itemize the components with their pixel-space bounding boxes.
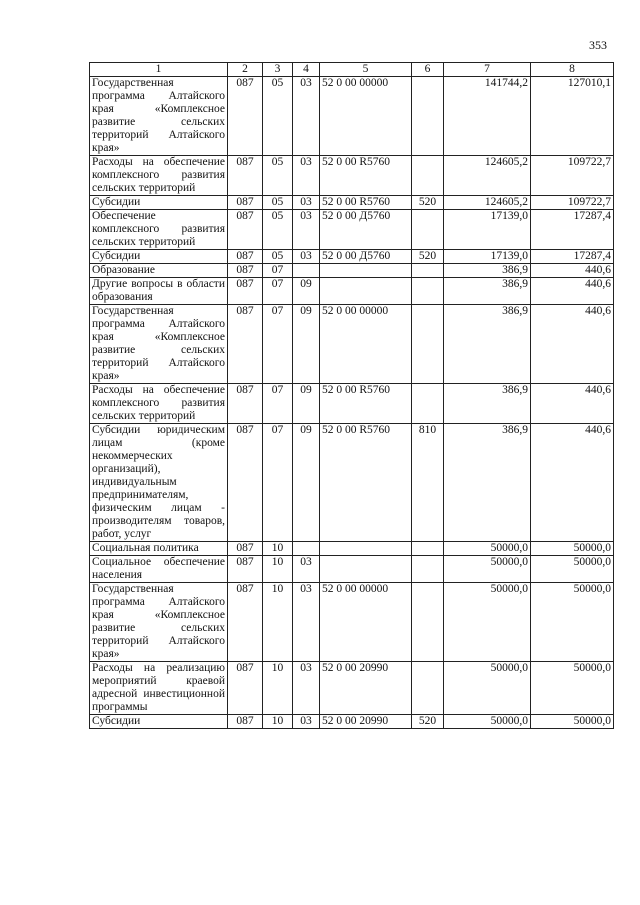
header-cell: 8 bbox=[531, 63, 614, 77]
cell-section: 07 bbox=[263, 384, 293, 424]
cell-expense-type bbox=[412, 384, 444, 424]
cell-target-article: 52 0 00 00000 bbox=[320, 77, 412, 156]
header-cell: 6 bbox=[412, 63, 444, 77]
table-row bbox=[90, 77, 614, 156]
cell-target-article: 52 0 00 Д5760 bbox=[320, 210, 412, 250]
header-row bbox=[90, 63, 614, 77]
row-name: Расходы на реализацию мероприятий краевой адресной инвестиционной программы bbox=[90, 662, 228, 715]
cell-target-article: 52 0 00 R5760 bbox=[320, 384, 412, 424]
cell-amount-year2: 50000,0 bbox=[531, 583, 614, 662]
table-row bbox=[90, 210, 614, 250]
cell-amount-year1: 386,9 bbox=[444, 384, 531, 424]
cell-ministry: 087 bbox=[228, 542, 263, 556]
table-row bbox=[90, 583, 614, 662]
cell-amount-year1: 386,9 bbox=[444, 278, 531, 305]
budget-table bbox=[89, 62, 614, 729]
cell-ministry: 087 bbox=[228, 250, 263, 264]
cell-ministry: 087 bbox=[228, 77, 263, 156]
cell-amount-year1: 124605,2 bbox=[444, 196, 531, 210]
cell-target-article: 52 0 00 R5760 bbox=[320, 156, 412, 196]
row-name: Расходы на обеспечение комплексного развития сельских территорий bbox=[90, 156, 228, 196]
cell-target-article: 52 0 00 20990 bbox=[320, 662, 412, 715]
cell-amount-year2: 127010,1 bbox=[531, 77, 614, 156]
cell-subsection bbox=[293, 542, 320, 556]
cell-target-article: 52 0 00 Д5760 bbox=[320, 250, 412, 264]
cell-amount-year2: 50000,0 bbox=[531, 556, 614, 583]
cell-subsection bbox=[293, 264, 320, 278]
cell-ministry: 087 bbox=[228, 264, 263, 278]
cell-expense-type bbox=[412, 556, 444, 583]
cell-subsection: 03 bbox=[293, 556, 320, 583]
cell-target-article: 52 0 00 00000 bbox=[320, 583, 412, 662]
cell-amount-year2: 440,6 bbox=[531, 264, 614, 278]
cell-amount-year1: 50000,0 bbox=[444, 715, 531, 729]
header-cell: 1 bbox=[90, 63, 228, 77]
cell-section: 05 bbox=[263, 210, 293, 250]
cell-amount-year1: 50000,0 bbox=[444, 542, 531, 556]
cell-expense-type: 810 bbox=[412, 424, 444, 542]
cell-ministry: 087 bbox=[228, 384, 263, 424]
cell-expense-type bbox=[412, 264, 444, 278]
cell-expense-type bbox=[412, 156, 444, 196]
cell-amount-year2: 17287,4 bbox=[531, 250, 614, 264]
cell-amount-year2: 50000,0 bbox=[531, 662, 614, 715]
cell-amount-year2: 109722,7 bbox=[531, 196, 614, 210]
cell-section: 05 bbox=[263, 77, 293, 156]
page-number: 353 bbox=[589, 38, 607, 52]
cell-ministry: 087 bbox=[228, 196, 263, 210]
cell-expense-type bbox=[412, 305, 444, 384]
cell-section: 10 bbox=[263, 715, 293, 729]
cell-subsection: 09 bbox=[293, 424, 320, 542]
row-name: Субсидии bbox=[90, 250, 228, 264]
cell-expense-type bbox=[412, 662, 444, 715]
cell-amount-year2: 440,6 bbox=[531, 278, 614, 305]
row-name: Субсидии bbox=[90, 196, 228, 210]
cell-amount-year1: 141744,2 bbox=[444, 77, 531, 156]
row-name: Образование bbox=[90, 264, 228, 278]
table-row bbox=[90, 264, 614, 278]
cell-target-article bbox=[320, 278, 412, 305]
cell-amount-year2: 440,6 bbox=[531, 384, 614, 424]
cell-section: 05 bbox=[263, 196, 293, 210]
cell-amount-year1: 50000,0 bbox=[444, 662, 531, 715]
cell-ministry: 087 bbox=[228, 210, 263, 250]
table-row bbox=[90, 556, 614, 583]
cell-expense-type bbox=[412, 542, 444, 556]
cell-ministry: 087 bbox=[228, 278, 263, 305]
cell-section: 10 bbox=[263, 556, 293, 583]
cell-section: 10 bbox=[263, 583, 293, 662]
cell-amount-year2: 17287,4 bbox=[531, 210, 614, 250]
cell-subsection: 03 bbox=[293, 250, 320, 264]
cell-subsection: 03 bbox=[293, 77, 320, 156]
cell-amount-year1: 386,9 bbox=[444, 424, 531, 542]
cell-target-article bbox=[320, 542, 412, 556]
cell-subsection: 03 bbox=[293, 583, 320, 662]
cell-expense-type: 520 bbox=[412, 715, 444, 729]
cell-amount-year2: 440,6 bbox=[531, 305, 614, 384]
cell-target-article bbox=[320, 556, 412, 583]
cell-ministry: 087 bbox=[228, 715, 263, 729]
cell-target-article: 52 0 00 20990 bbox=[320, 715, 412, 729]
cell-subsection: 09 bbox=[293, 384, 320, 424]
table-row bbox=[90, 305, 614, 384]
cell-section: 10 bbox=[263, 662, 293, 715]
cell-ministry: 087 bbox=[228, 156, 263, 196]
table-row bbox=[90, 384, 614, 424]
cell-amount-year1: 386,9 bbox=[444, 305, 531, 384]
cell-amount-year1: 50000,0 bbox=[444, 556, 531, 583]
table-row bbox=[90, 156, 614, 196]
table-row bbox=[90, 542, 614, 556]
cell-ministry: 087 bbox=[228, 583, 263, 662]
row-name: Обеспечение комплексного развития сельских территорий bbox=[90, 210, 228, 250]
row-name: Другие вопросы в области образования bbox=[90, 278, 228, 305]
cell-target-article bbox=[320, 264, 412, 278]
cell-section: 05 bbox=[263, 156, 293, 196]
row-name: Государственная программа Алтайского края «Комплексное развитие сельских территорий Алтайского края» bbox=[90, 305, 228, 384]
table-row bbox=[90, 278, 614, 305]
cell-subsection: 09 bbox=[293, 305, 320, 384]
cell-section: 05 bbox=[263, 250, 293, 264]
cell-target-article: 52 0 00 R5760 bbox=[320, 196, 412, 210]
cell-section: 07 bbox=[263, 424, 293, 542]
cell-subsection: 03 bbox=[293, 210, 320, 250]
cell-amount-year1: 17139,0 bbox=[444, 210, 531, 250]
table-row bbox=[90, 196, 614, 210]
cell-amount-year1: 17139,0 bbox=[444, 250, 531, 264]
cell-expense-type bbox=[412, 278, 444, 305]
row-name: Государственная программа Алтайского края «Комплексное развитие сельских территорий Алтайского края» bbox=[90, 583, 228, 662]
cell-amount-year2: 50000,0 bbox=[531, 542, 614, 556]
cell-amount-year1: 50000,0 bbox=[444, 583, 531, 662]
cell-subsection: 03 bbox=[293, 715, 320, 729]
table-row bbox=[90, 715, 614, 729]
cell-subsection: 03 bbox=[293, 662, 320, 715]
cell-section: 07 bbox=[263, 278, 293, 305]
row-name: Социальная политика bbox=[90, 542, 228, 556]
cell-amount-year1: 124605,2 bbox=[444, 156, 531, 196]
cell-amount-year2: 109722,7 bbox=[531, 156, 614, 196]
cell-ministry: 087 bbox=[228, 305, 263, 384]
cell-subsection: 09 bbox=[293, 278, 320, 305]
cell-expense-type: 520 bbox=[412, 250, 444, 264]
cell-expense-type: 520 bbox=[412, 196, 444, 210]
cell-ministry: 087 bbox=[228, 556, 263, 583]
cell-subsection: 03 bbox=[293, 196, 320, 210]
header-cell: 5 bbox=[320, 63, 412, 77]
cell-subsection: 03 bbox=[293, 156, 320, 196]
table-row bbox=[90, 250, 614, 264]
header-cell: 2 bbox=[228, 63, 263, 77]
header-cell: 7 bbox=[444, 63, 531, 77]
cell-expense-type bbox=[412, 77, 444, 156]
cell-expense-type bbox=[412, 583, 444, 662]
cell-amount-year2: 50000,0 bbox=[531, 715, 614, 729]
header-cell: 3 bbox=[263, 63, 293, 77]
table-row bbox=[90, 662, 614, 715]
row-name: Расходы на обеспечение комплексного развития сельских территорий bbox=[90, 384, 228, 424]
table-row bbox=[90, 424, 614, 542]
cell-ministry: 087 bbox=[228, 424, 263, 542]
cell-amount-year2: 440,6 bbox=[531, 424, 614, 542]
cell-target-article: 52 0 00 00000 bbox=[320, 305, 412, 384]
row-name: Социальное обеспечение населения bbox=[90, 556, 228, 583]
cell-section: 07 bbox=[263, 264, 293, 278]
row-name: Государственная программа Алтайского края «Комплексное развитие сельских территорий Алтайского края» bbox=[90, 77, 228, 156]
cell-expense-type bbox=[412, 210, 444, 250]
cell-ministry: 087 bbox=[228, 662, 263, 715]
header-cell: 4 bbox=[293, 63, 320, 77]
row-name: Субсидии bbox=[90, 715, 228, 729]
row-name: Субсидии юридическим лицам (кроме некоммерческих организаций), индивидуальным предпринимателям, физическим лицам - производителям товаров, работ, услуг bbox=[90, 424, 228, 542]
cell-section: 10 bbox=[263, 542, 293, 556]
cell-amount-year1: 386,9 bbox=[444, 264, 531, 278]
cell-section: 07 bbox=[263, 305, 293, 384]
cell-target-article: 52 0 00 R5760 bbox=[320, 424, 412, 542]
